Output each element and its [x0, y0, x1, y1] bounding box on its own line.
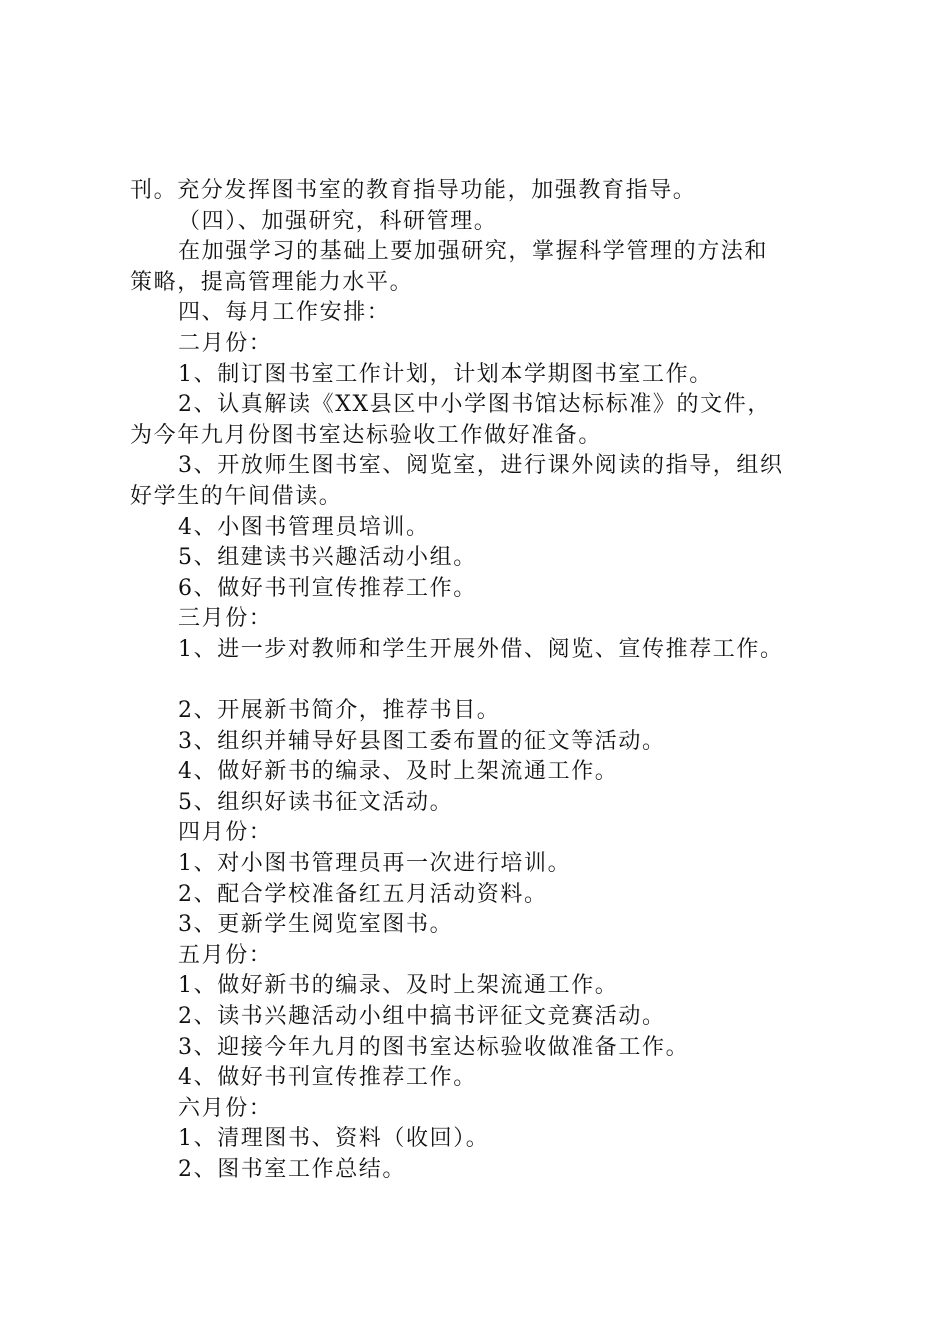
text-line: 好学生的午间借读。: [130, 483, 343, 509]
list-item: 2、配合学校准备红五月活动资料。: [178, 881, 548, 907]
month-heading: 四月份：: [178, 820, 273, 846]
list-item: 6、做好书刊宣传推荐工作。: [178, 575, 477, 601]
list-item: 2、认真解读《XX县区中小学图书馆达标标准》的文件，: [178, 392, 771, 418]
text-line: 为今年九月份图书室达标验收工作做好准备。: [130, 422, 603, 448]
text-line: 策略，提高管理能力水平。: [130, 269, 414, 295]
list-item: 4、小图书管理员培训。: [178, 514, 430, 540]
list-item: 3、迎接今年九月的图书室达标验收做准备工作。: [178, 1034, 690, 1060]
list-item: 5、组织好读书征文活动。: [178, 789, 454, 815]
list-item: 1、清理图书、资料（收回）。: [178, 1126, 490, 1152]
list-item: 3、开放师生图书室、阅览室，进行课外阅读的指导，组织: [178, 453, 784, 479]
list-item: 1、对小图书管理员再一次进行培训。: [178, 851, 572, 877]
list-item: 1、做好新书的编录、及时上架流通工作。: [178, 973, 619, 999]
text-line: 刊。充分发挥图书室的教育指导功能，加强教育指导。: [130, 178, 697, 203]
month-heading: 六月份：: [178, 1095, 273, 1121]
list-item: 1、进一步对教师和学生开展外借、阅览、宣传推荐工作。: [178, 636, 784, 662]
list-item: 1、制订图书室工作计划，计划本学期图书室工作。: [178, 361, 713, 387]
list-item: 2、开展新书简介，推荐书目。: [178, 698, 501, 724]
list-item: 2、图书室工作总结。: [178, 1157, 406, 1182]
list-item: 2、读书兴趣活动小组中搞书评征文竞赛活动。: [178, 1004, 666, 1030]
list-item: 4、做好书刊宣传推荐工作。: [178, 1065, 477, 1091]
list-item: 3、组织并辅导好县图工委布置的征文等活动。: [178, 728, 666, 754]
blank-line: [130, 666, 835, 697]
document-body: [130, 176, 835, 1186]
section-heading: 四、每月工作安排：: [178, 300, 391, 326]
list-item: 5、组建读书兴趣活动小组。: [178, 545, 477, 571]
list-item: 3、更新学生阅览室图书。: [178, 912, 454, 938]
list-item: 4、做好新书的编录、及时上架流通工作。: [178, 759, 619, 785]
month-heading: 三月份：: [178, 606, 273, 632]
section-heading: （四）、加强研究，科研管理。: [178, 208, 498, 234]
text-line: 在加强学习的基础上要加强研究，掌握科学管理的方法和: [178, 239, 769, 265]
month-heading: 二月份：: [178, 330, 273, 356]
month-heading: 五月份：: [178, 942, 273, 968]
